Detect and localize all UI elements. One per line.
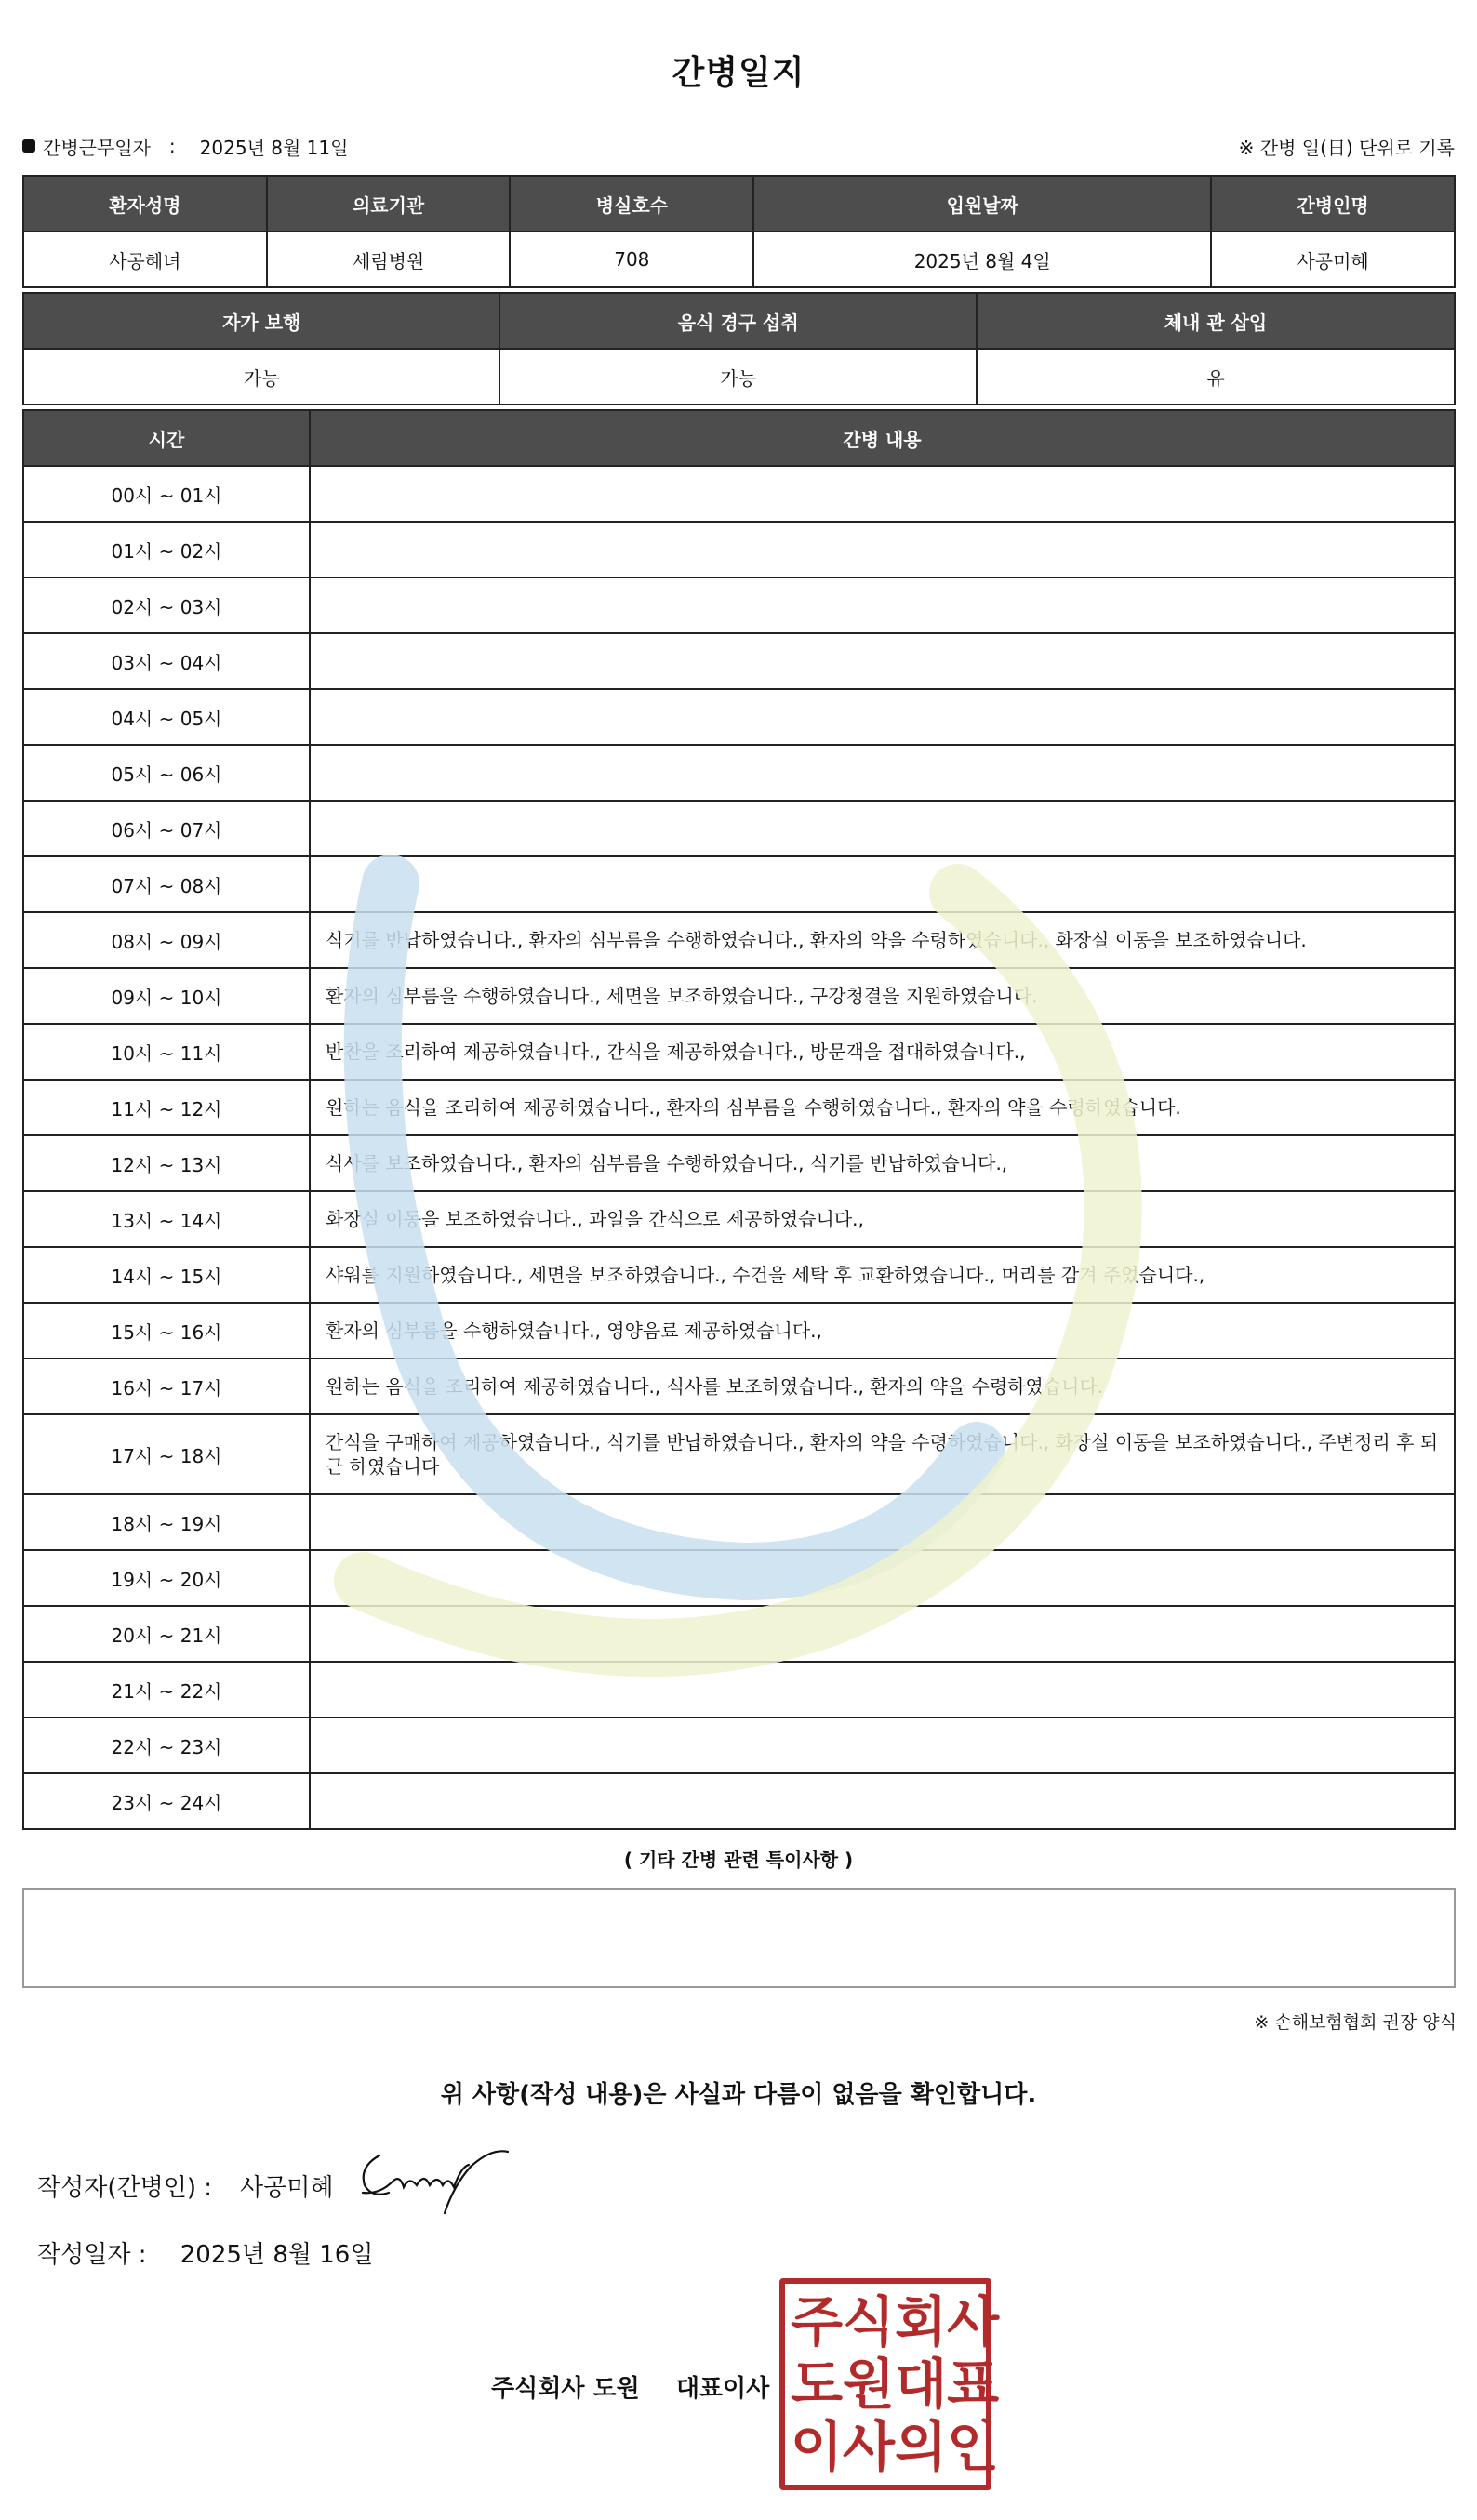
admission-date: 2025년 8월 4일: [753, 232, 1211, 287]
write-date-line: [37, 2235, 373, 2270]
log-row: [23, 801, 1455, 856]
record-unit-note: ※ 간병 일(日) 단위로 기록: [1238, 136, 1455, 159]
log-content: [310, 1494, 1455, 1550]
log-content: [310, 1606, 1455, 1662]
log-row: [23, 577, 1455, 633]
header-time: 시간: [23, 410, 310, 466]
seal-character: 이: [791, 2414, 844, 2478]
log-time: 01시 ~ 02시: [23, 522, 310, 577]
write-date-value: 2025년 8월 16일: [180, 2241, 374, 2269]
log-row: [23, 1080, 1455, 1135]
log-content: 환자의 심부름을 수행하였습니다., 세면을 보조하였습니다., 구강청결을 지원하였습니다.: [310, 968, 1455, 1024]
log-time: 09시 ~ 10시: [23, 968, 310, 1024]
log-time: 22시 ~ 23시: [23, 1718, 310, 1773]
log-time: 19시 ~ 20시: [23, 1550, 310, 1606]
caregiver-name: 사공미혜: [1211, 232, 1455, 287]
company-line: [491, 2369, 769, 2404]
header-hospital: 의료기관: [267, 176, 511, 232]
log-time: 20시 ~ 21시: [23, 1606, 310, 1662]
log-content: [310, 1718, 1455, 1773]
company-seal-stamp: [779, 2278, 1000, 2490]
header-self-walking: 자가 보행: [23, 293, 499, 349]
seal-character: 주: [791, 2290, 844, 2354]
care-log-table: [22, 409, 1456, 1830]
log-time: 06시 ~ 07시: [23, 801, 310, 856]
log-row: [23, 968, 1455, 1024]
log-time: 17시 ~ 18시: [23, 1414, 310, 1494]
log-content: 원하는 음식을 조리하여 제공하였습니다., 환자의 심부름을 수행하였습니다., 환자의 약을 수령하였습니다.: [310, 1080, 1455, 1135]
seal-character: 사: [843, 2414, 896, 2478]
remarks-box: [22, 1888, 1456, 1988]
log-row: [23, 466, 1455, 522]
log-time: 13시 ~ 14시: [23, 1191, 310, 1247]
hospital: 세림병원: [267, 232, 511, 287]
log-content: [310, 522, 1455, 577]
seal-row: [791, 2291, 999, 2354]
log-row: [23, 1414, 1455, 1494]
company-name: 주식회사 도원: [491, 2375, 640, 2403]
seal-character: 식: [843, 2290, 896, 2354]
work-date-label: 간병근무일자: [43, 136, 151, 159]
log-content: 식기를 반납하였습니다., 환자의 심부름을 수행하였습니다., 환자의 약을 수령하였습니다., 화장실 이동을 보조하였습니다.: [310, 912, 1455, 968]
square-bullet-icon: [22, 139, 35, 153]
log-time: 21시 ~ 22시: [23, 1662, 310, 1718]
log-time: 18시 ~ 19시: [23, 1494, 310, 1550]
confirmation-statement: 위 사항(작성 내용)은 사실과 다름이 없음을 확인합니다.: [440, 2081, 1037, 2109]
log-time: 12시 ~ 13시: [23, 1135, 310, 1191]
log-row: [23, 912, 1455, 968]
log-time: 23시 ~ 24시: [23, 1773, 310, 1829]
log-content: 반찬을 조리하여 제공하였습니다., 간식을 제공하였습니다., 방문객을 접대하였습니다.,: [310, 1024, 1455, 1080]
header-caregiver-name: 간병인명: [1211, 176, 1455, 232]
source-note: ※ 손해보험협회 권장 양식: [1254, 2012, 1457, 2033]
header-patient-name: 환자성명: [23, 176, 267, 232]
seal-character: 인: [947, 2414, 1000, 2478]
patient-name: 사공혜녀: [23, 232, 267, 287]
log-content: 화장실 이동을 보조하였습니다., 과일을 간식으로 제공하였습니다.,: [310, 1191, 1455, 1247]
log-time: 07시 ~ 08시: [23, 856, 310, 912]
room-number: 708: [510, 232, 753, 287]
seal-character: 사: [947, 2290, 1000, 2354]
log-time: 11시 ~ 12시: [23, 1080, 310, 1135]
handwritten-signature: [352, 2139, 519, 2222]
log-time: 15시 ~ 16시: [23, 1303, 310, 1359]
log-row: [23, 1247, 1455, 1303]
writer-line: [37, 2169, 333, 2203]
log-content: 샤워를 지원하였습니다., 세면을 보조하였습니다., 수건을 세탁 후 교환하였습니다., 머리를 감겨 주었습니다.,: [310, 1247, 1455, 1303]
patient-info-table: [22, 175, 1456, 288]
log-time: 14시 ~ 15시: [23, 1247, 310, 1303]
log-row: [23, 1773, 1455, 1829]
seal-row: [791, 2415, 999, 2477]
log-content: [310, 633, 1455, 689]
log-content: [310, 689, 1455, 745]
self-walking: 가능: [23, 349, 499, 405]
writer-label: 작성자(간병인) :: [37, 2174, 213, 2202]
log-row: [23, 1494, 1455, 1550]
log-content: [310, 466, 1455, 522]
log-row: [23, 856, 1455, 912]
log-content: [310, 856, 1455, 912]
log-row: [23, 1606, 1455, 1662]
header-oral-intake: 음식 경구 섭취: [499, 293, 976, 349]
log-row: [23, 1718, 1455, 1773]
log-content: [310, 1662, 1455, 1718]
seal-character: 회: [895, 2290, 948, 2354]
log-time: 00시 ~ 01시: [23, 466, 310, 522]
work-date-value: 2025년 8월 11일: [199, 136, 349, 159]
writer-name: 사공미혜: [240, 2174, 334, 2202]
log-row: [23, 1135, 1455, 1191]
seal-character: 원: [843, 2352, 896, 2416]
tube-insertion: 유: [977, 349, 1455, 405]
seal-row: [791, 2354, 999, 2416]
log-time: 16시 ~ 17시: [23, 1359, 310, 1414]
log-content: 원하는 음식을 조리하여 제공하였습니다., 식사를 보조하였습니다., 환자의 약을 수령하였습니다.: [310, 1359, 1455, 1414]
log-time: 05시 ~ 06시: [23, 745, 310, 801]
log-row: [23, 1024, 1455, 1080]
log-row: [23, 1359, 1455, 1414]
header-care-content: 간병 내용: [310, 410, 1455, 466]
seal-character: 도: [791, 2352, 844, 2416]
company-representative: 대표이사: [675, 2375, 770, 2403]
log-row: [23, 689, 1455, 745]
patient-status-table: [22, 292, 1456, 405]
document-title: 간병일지: [672, 54, 805, 92]
log-time: 04시 ~ 05시: [23, 689, 310, 745]
oral-intake: 가능: [499, 349, 976, 405]
work-date-group: [22, 133, 348, 160]
header-room-number: 병실호수: [510, 176, 753, 232]
log-content: [310, 1550, 1455, 1606]
log-time: 08시 ~ 09시: [23, 912, 310, 968]
seal-character: 표: [947, 2352, 1000, 2416]
log-row: [23, 522, 1455, 577]
log-content: [310, 801, 1455, 856]
header-tube-insertion: 체내 관 삽입: [977, 293, 1455, 349]
seal-character: 대: [895, 2352, 948, 2416]
log-time: 10시 ~ 11시: [23, 1024, 310, 1080]
log-row: [23, 1662, 1455, 1718]
write-date-label: 작성일자 :: [37, 2241, 147, 2269]
log-content: [310, 1773, 1455, 1829]
log-row: [23, 745, 1455, 801]
seal-character: 의: [895, 2414, 948, 2478]
log-row: [23, 1303, 1455, 1359]
log-row: [23, 633, 1455, 689]
work-date-separator: :: [168, 135, 176, 157]
log-content: 간식을 구매하여 제공하였습니다., 식기를 반납하였습니다., 환자의 약을 수령하였습니다., 화장실 이동을 보조하였습니다., 주변정리 후 퇴근 하였습니다: [310, 1414, 1455, 1494]
log-time: 03시 ~ 04시: [23, 633, 310, 689]
remarks-title: ( 기타 간병 관련 특이사항 ): [623, 1849, 854, 1871]
log-content: [310, 577, 1455, 633]
log-content: 식사를 보조하였습니다., 환자의 심부름을 수행하였습니다., 식기를 반납하였습니다.,: [310, 1135, 1455, 1191]
log-content: 환자의 심부름을 수행하였습니다., 영양음료 제공하였습니다.,: [310, 1303, 1455, 1359]
meta-row: [22, 132, 1455, 160]
log-row: [23, 1550, 1455, 1606]
header-admission-date: 입원날짜: [753, 176, 1211, 232]
log-content: [310, 745, 1455, 801]
log-time: 02시 ~ 03시: [23, 577, 310, 633]
log-row: [23, 1191, 1455, 1247]
